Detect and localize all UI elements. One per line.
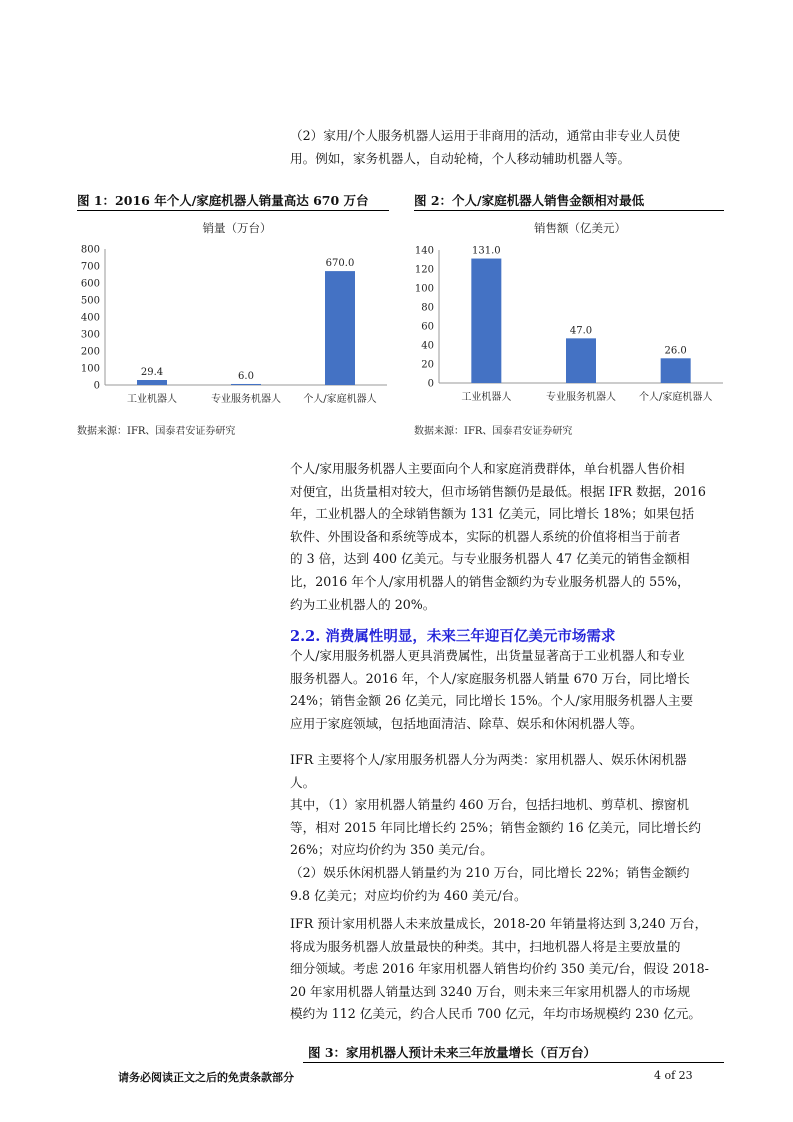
text-line: 服务机器人。2016 年，个人/家庭服务机器人销量 670 万台，同比增长 — [290, 670, 690, 686]
text-line: 26%；对应均价约为 350 美元/台。 — [290, 842, 493, 858]
text-line: （2）娱乐休闲机器人销量约为 210 万台，同比增长 22%；销售金额约 — [290, 864, 690, 880]
category-label: 专业服务机器人 — [211, 394, 281, 405]
y-tick-label: 700 — [80, 261, 100, 273]
figure2-source: 数据来源：IFR、国泰君安证券研究 — [414, 426, 573, 437]
page-number: 4 of 23 — [654, 1069, 693, 1082]
text-line: 将成为服务机器人放量最快的种类。其中，扫地机器人将是主要放量的 — [290, 938, 681, 954]
text-line: 其中，（1）家用机器人销量约 460 万台，包括扫地机、剪草机、擦窗机 — [290, 797, 689, 813]
bar — [566, 338, 596, 383]
y-tick-label: 0 — [427, 378, 434, 390]
y-tick-label: 60 — [421, 321, 434, 333]
bar-value-label: 6.0 — [238, 370, 254, 382]
text-line: IFR 预计家用机器人未来放量成长，2018-20 年销量将达到 3,240 万台， — [290, 916, 708, 931]
text-line: 对便宜，出货量相对较大，但市场销售额仍是最低。根据 IFR 数据，2016 — [290, 483, 706, 499]
footer-disclaimer: 请务必阅读正文之后的免责条款部分 — [118, 1071, 294, 1084]
text-line: IFR 主要将个人/家用服务机器人分为两类：家用机器人、娱乐休闲机器 — [290, 752, 687, 767]
figure1-rule — [77, 210, 389, 211]
text-line: 用。例如，家务机器人，自动轮椅，个人移动辅助机器人等。 — [290, 150, 631, 166]
y-tick-label: 500 — [80, 295, 100, 307]
text-line: 应用于家庭领域，包括地面清洁、除草、娱乐和休闲机器人等。 — [290, 715, 643, 731]
text-line: 约为工业机器人的 20%。 — [290, 596, 436, 612]
y-tick-label: 200 — [80, 346, 100, 358]
figure3-rule — [303, 1062, 724, 1063]
figure2-chart — [410, 212, 730, 412]
text-line: 24%；销售金额 26 亿美元，同比增长 15%。个人/家用服务机器人主要 — [290, 693, 694, 709]
y-tick-label: 400 — [80, 312, 100, 324]
y-tick-label: 0 — [93, 380, 100, 392]
y-tick-label: 800 — [80, 244, 100, 256]
bar — [661, 358, 691, 383]
y-tick-label: 40 — [421, 340, 434, 352]
bar-value-label: 131.0 — [472, 245, 501, 257]
text-line: 人。 — [290, 774, 316, 790]
figure1-source: 数据来源：IFR、国泰君安证券研究 — [77, 426, 236, 437]
category-label: 专业服务机器人 — [546, 392, 616, 403]
y-tick-label: 300 — [80, 329, 100, 341]
category-label: 工业机器人 — [127, 394, 177, 405]
figure1-chart — [72, 212, 392, 412]
text-line: 细分领域。考虑 2016 年家用机器人销售均价约 350 美元/台，假设 2018- — [290, 961, 709, 977]
bar — [471, 259, 501, 383]
y-tick-label: 140 — [414, 245, 434, 257]
bar-value-label: 26.0 — [664, 345, 687, 357]
text-line: 个人/家用服务机器人主要面向个人和家庭消费群体，单台机器人售价相 — [290, 461, 685, 476]
category-label: 个人/家庭机器人 — [303, 394, 377, 405]
text-line: 个人/家用服务机器人更具消费属性，出货量显著高于工业机器人和专业 — [290, 648, 685, 663]
body-paragraph — [290, 645, 724, 735]
intro-paragraph — [290, 125, 724, 170]
text-line: 20 年家用机器人销量达到 3240 万台，则未来三年家用机器人的市场规 — [290, 983, 691, 999]
y-tick-label: 100 — [80, 363, 100, 375]
text-line: 年，工业机器人的全球销售额为 131 亿美元，同比增长 18%；如果包括 — [290, 506, 695, 522]
y-tick-label: 600 — [80, 278, 100, 290]
text-line: 模约为 112 亿美元，约合人民币 700 亿元，年均市场规模约 230 亿元。 — [290, 1006, 701, 1022]
text-line: 比，2016 年个人/家用机器人的销售金额约为专业服务机器人的 55%， — [290, 573, 690, 589]
text-line: 等，相对 2015 年同比增长约 25%；销售金额约 16 亿美元，同比增长约 — [290, 819, 701, 835]
bar-value-label: 670.0 — [325, 258, 355, 270]
chart-title: 销售额（亿美元） — [534, 221, 626, 235]
text-line: 9.8 亿美元；对应均价约为 460 美元/台。 — [290, 887, 527, 903]
text-line: 软件、外围设备和系统等成本，实际的机器人系统的价值将相当于前者 — [290, 528, 681, 544]
figure1-title: 图 1：2016 年个人/家庭机器人销量高达 670 万台 — [77, 193, 369, 208]
body-paragraph — [290, 913, 724, 1026]
category-label: 个人/家庭机器人 — [638, 392, 713, 403]
figure2-rule — [414, 210, 724, 211]
bar-value-label: 47.0 — [569, 325, 593, 337]
bar-value-label: 29.4 — [140, 367, 164, 379]
text-line: 的 3 倍，达到 400 亿美元。与专业服务机器人 47 亿美元的销售金额相 — [290, 551, 690, 567]
body-paragraph — [290, 458, 724, 616]
body-paragraph — [290, 749, 724, 907]
figure2-title: 图 2：个人/家庭机器人销售金额相对最低 — [414, 193, 645, 208]
bar — [325, 271, 355, 385]
bar — [137, 380, 167, 385]
bar — [231, 384, 261, 385]
chart-title: 销量（万台） — [202, 221, 272, 235]
section-heading: 2.2. 消费属性明显，未来三年迎百亿美元市场需求 — [290, 628, 616, 645]
y-tick-label: 100 — [414, 283, 434, 295]
y-tick-label: 20 — [421, 359, 434, 371]
text-line: （2）家用/个人服务机器人运用于非商用的活动，通常由非专业人员使 — [290, 128, 681, 143]
figure3-title: 图 3：家用机器人预计未来三年放量增长（百万台） — [308, 1045, 597, 1060]
y-tick-label: 80 — [421, 302, 434, 314]
y-tick-label: 120 — [414, 264, 434, 276]
category-label: 工业机器人 — [461, 392, 512, 403]
